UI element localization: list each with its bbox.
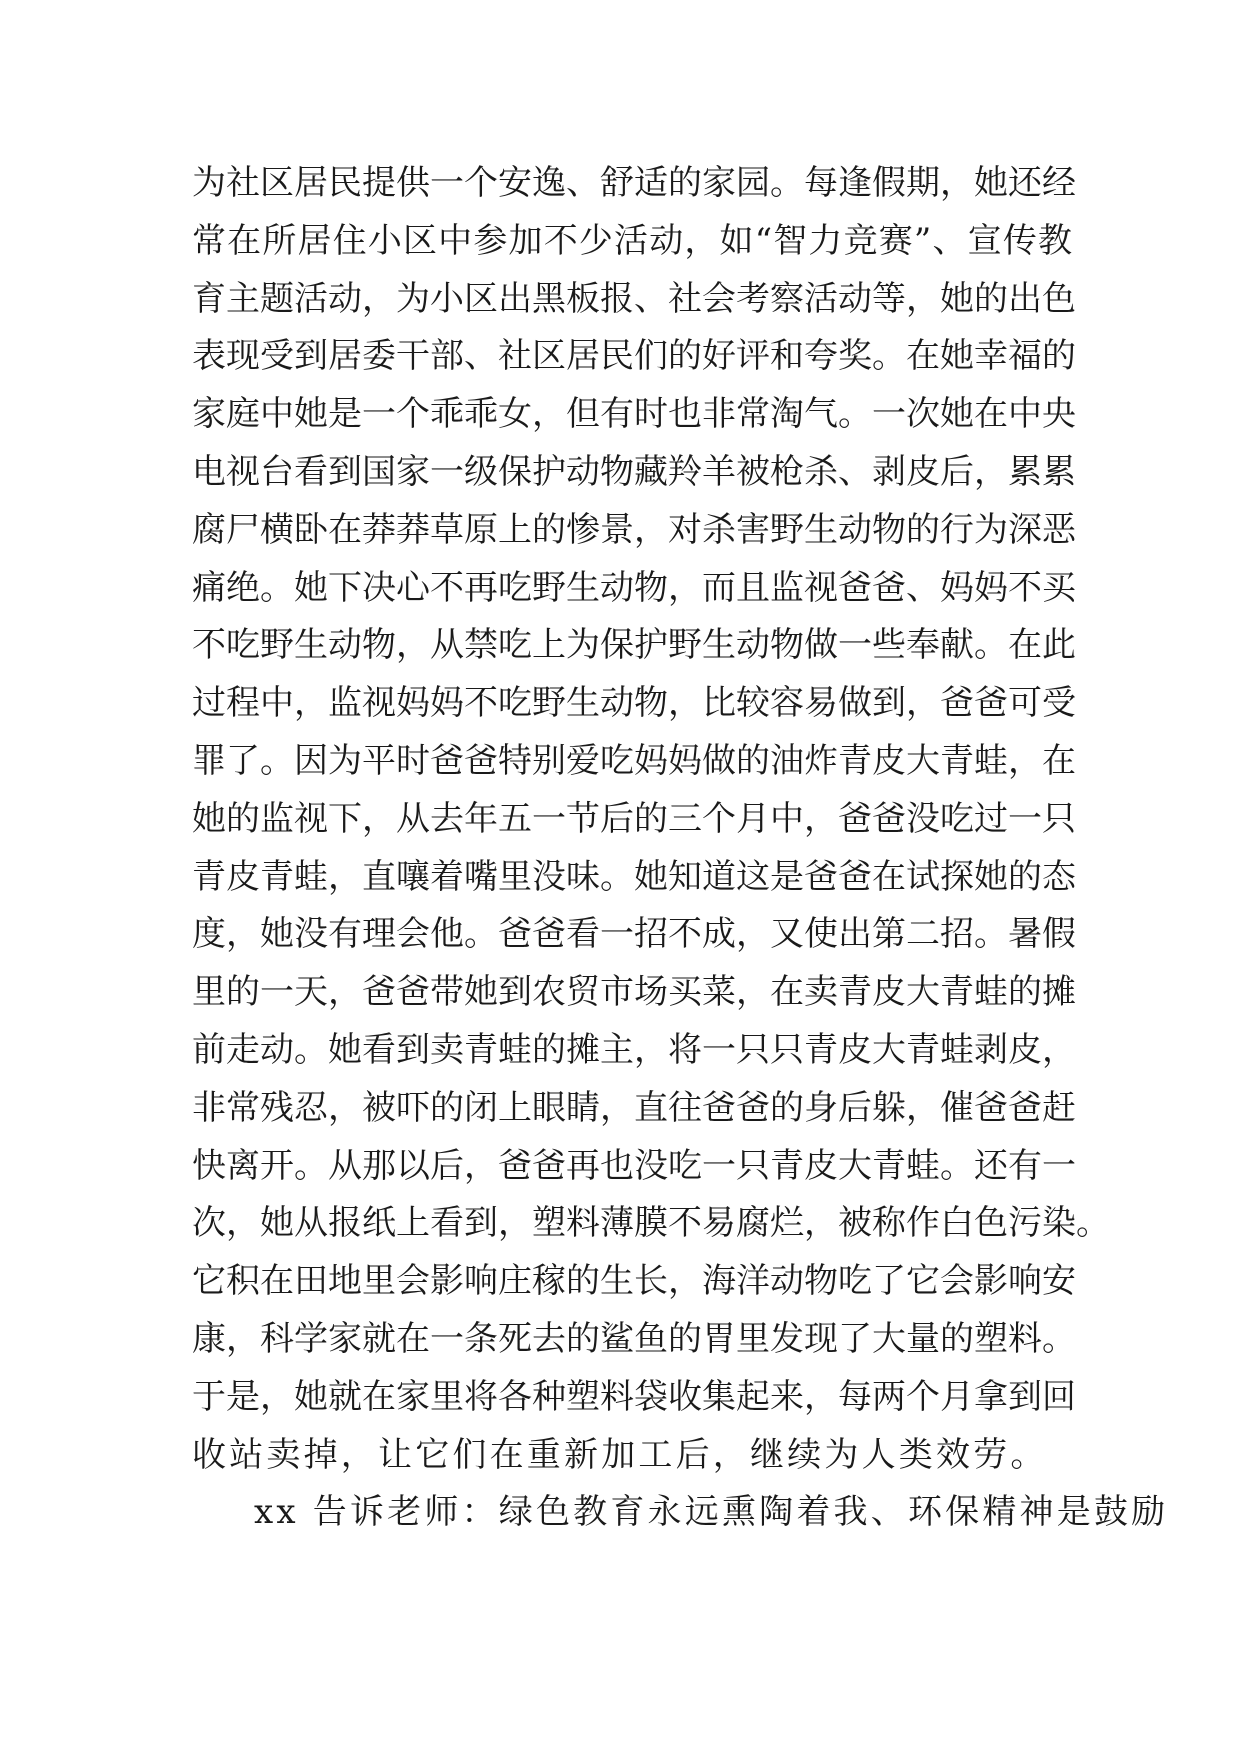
text-line: 康，科学家就在一条死去的鲨鱼的胃里发现了大量的塑料。 bbox=[192, 1318, 1076, 1359]
text-line: 痛绝。她下决心不再吃野生动物，而且监视爸爸、妈妈不买 bbox=[192, 567, 1076, 608]
text-line: 非常残忍，被吓的闭上眼睛，直往爸爸的身后躲，催爸爸赶 bbox=[192, 1087, 1076, 1128]
body-text bbox=[192, 155, 1169, 1542]
text-line: 度，她没有理会他。爸爸看一招不成，又使出第二招。暑假 bbox=[192, 914, 1076, 955]
text-line: 不吃野生动物，从禁吃上为保护野生动物做一些奉献。在此 bbox=[192, 625, 1076, 666]
text-line: 电视台看到国家一级保护动物藏羚羊被枪杀、剥皮后，累累 bbox=[192, 451, 1076, 492]
text-line: 里的一天，爸爸带她到农贸市场买菜，在卖青皮大青蛙的摊 bbox=[192, 972, 1076, 1013]
text-line: 次，她从报纸上看到，塑料薄膜不易腐烂，被称作白色污染。 bbox=[192, 1203, 1110, 1244]
text-line: 她的监视下，从去年五一节后的三个月中，爸爸没吃过一只 bbox=[192, 798, 1076, 839]
text-line: 过程中，监视妈妈不吃野生动物，比较容易做到，爸爸可受 bbox=[192, 683, 1076, 724]
paragraph-first-line: xx 告诉老师：绿色教育永远熏陶着我、环保精神是鼓励 bbox=[254, 1492, 1169, 1533]
text-line: 育主题活动，为小区出黑板报、社会考察活动等，她的出色 bbox=[192, 278, 1076, 319]
text-line: 表现受到居委干部、社区居民们的好评和夸奖。在她幸福的 bbox=[192, 336, 1076, 377]
text-line: 腐尸横卧在莽莽草原上的惨景，对杀害野生动物的行为深恶 bbox=[192, 509, 1076, 550]
text-line: 青皮青蛙，直嚷着嘴里没味。她知道这是爸爸在试探她的态 bbox=[192, 856, 1076, 897]
text-line: 常在所居住小区中参加不少活动，如“智力竞赛”、宣传教 bbox=[192, 220, 1072, 261]
text-line: 前走动。她看到卖青蛙的摊主，将一只只青皮大青蛙剥皮， bbox=[192, 1029, 1076, 1070]
text-line: 它积在田地里会影响庄稼的生长，海洋动物吃了它会影响安 bbox=[192, 1261, 1076, 1302]
text-line: 快离开。从那以后，爸爸再也没吃一只青皮大青蛙。还有一 bbox=[192, 1145, 1076, 1186]
text-line: 罪了。因为平时爸爸特别爱吃妈妈做的油炸青皮大青蛙，在 bbox=[192, 740, 1076, 781]
text-line: 于是，她就在家里将各种塑料袋收集起来，每两个月拿到回 bbox=[192, 1376, 1076, 1417]
text-line: 家庭中她是一个乖乖女，但有时也非常淘气。一次她在中央 bbox=[192, 394, 1076, 435]
text-line: 为社区居民提供一个安逸、舒适的家园。每逢假期，她还经 bbox=[192, 163, 1076, 203]
paragraph-last-line: 收站卖掉，让它们在重新加工后，继续为人类效劳。 bbox=[192, 1434, 1048, 1475]
